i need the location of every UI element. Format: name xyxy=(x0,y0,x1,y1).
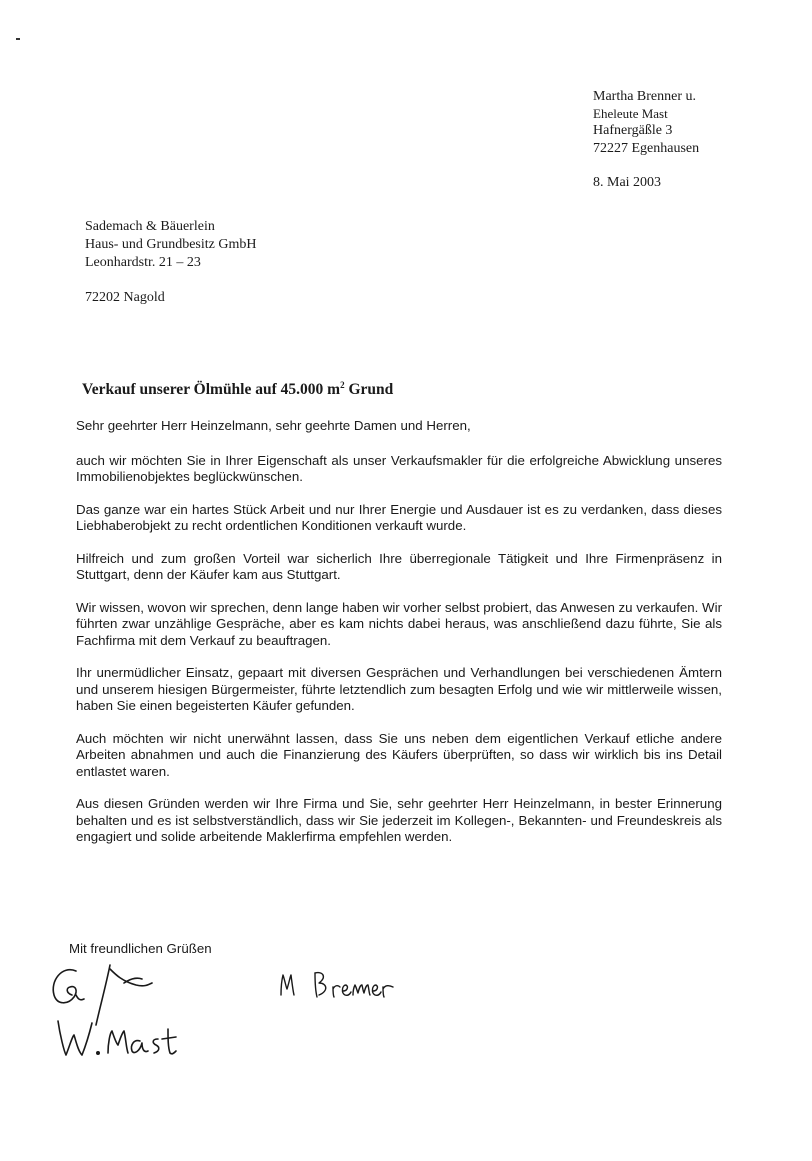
paragraph-5: Ihr unermüdlicher Einsatz, gepaart mit diversen Gesprächen und Verhandlungen bei verschiedenen Ämtern und unserem hiesigen Bürgermeister, führte letztendlich zum besagten Erfolg und wie wir mittlerweile wissen, haben Sie einen begeisterten Käufer gefunden. xyxy=(76,665,722,713)
subject-superscript: 2 xyxy=(340,380,345,390)
sender-address-block xyxy=(593,88,699,191)
letter-date: 8. Mai 2003 xyxy=(593,174,662,190)
paragraph-1: auch wir möchten Sie in Ihrer Eigenschaft als unser Verkaufsmakler für die erfolgreiche Abwicklung unseres Immobilienobjektes beglückwünschen. xyxy=(76,452,722,484)
sender-name-secondary: Eheleute Mast xyxy=(593,106,668,122)
subject-text: Verkauf unserer Ölmühle auf 45.000 m xyxy=(82,381,341,399)
sender-street: Hafnergäßle 3 xyxy=(593,123,673,139)
closing-phrase: Mit freundlichen Grüßen xyxy=(69,941,212,956)
recipient-address-block xyxy=(85,218,256,307)
letter-body xyxy=(76,418,722,862)
recipient-company-type: Haus- und Grundbesitz GmbH xyxy=(85,237,257,252)
paragraph-3: Hilfreich und zum großen Vorteil war sicherlich Ihre überregionale Tätigkeit und Ihre Firmenpräsenz in Stuttgart, denn der Käufer kam aus Stuttgart. xyxy=(76,550,722,582)
signature-right xyxy=(275,965,405,1005)
recipient-city: 72202 Nagold xyxy=(85,290,165,305)
subject-line xyxy=(82,380,393,399)
sender-city: 72227 Egenhausen xyxy=(593,140,700,156)
salutation: Sehr geehrter Herr Heinzelmann, sehr geehrte Damen und Herren, xyxy=(76,418,471,433)
recipient-street: Leonhardstr. 21 – 23 xyxy=(85,255,201,270)
signature-left xyxy=(40,955,180,1065)
paragraph-6: Auch möchten wir nicht unerwähnt lassen, dass Sie uns neben dem eigentlichen Verkauf etliche andere Arbeiten abnahmen und auch die Finanzierung des Käufers überprüften, so dass wir wirklich bis ins Detail entlastet waren. xyxy=(76,730,722,779)
recipient-company: Sademach & Bäuerlein xyxy=(85,219,215,234)
scan-speck xyxy=(16,38,20,40)
paragraph-2: Das ganze war ein hartes Stück Arbeit und nur Ihrer Energie und Ausdauer ist es zu verdanken, dass dieses Liebhaberobjekt zu recht ordentlichen Konditionen verkauft wurde. xyxy=(76,501,722,533)
subject-tail: Grund xyxy=(344,381,394,399)
sender-name: Martha Brenner u. xyxy=(593,89,697,104)
paragraph-4: Wir wissen, wovon wir sprechen, denn lange haben wir vorher selbst probiert, das Anwesen zu verkaufen. Wir führten zwar unzählige Gespräche, aber es kam nichts dabei heraus, was anschließend dazu führte, Sie als Fachfirma mit dem Verkauf zu beauftragen. xyxy=(76,599,722,648)
paragraph-7: Aus diesen Gründen werden wir Ihre Firma und Sie, sehr geehrter Herr Heinzelmann, in bester Erinnerung behalten und es ist selbstverständlich, dass wir Sie jederzeit im Kollegen-, Bekannten- und Freundeskreis als engagiert und solide arbeitende Maklerfirma empfehlen werden. xyxy=(76,796,722,844)
